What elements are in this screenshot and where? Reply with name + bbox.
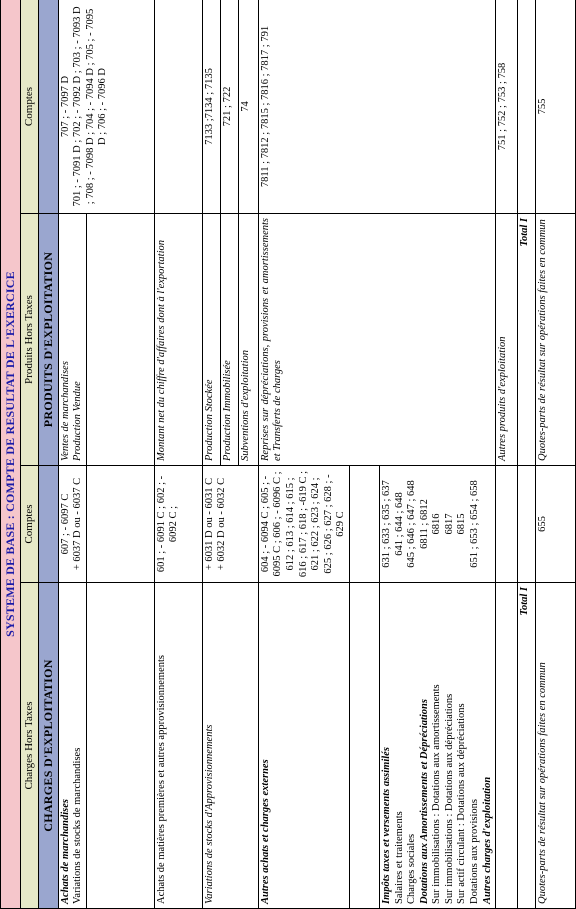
salaires-comptes: 641 ; 644 ; 648 bbox=[393, 492, 405, 556]
variation-appro: Variations de stocks d'Approvisionnements bbox=[202, 583, 258, 909]
variation-marchandises: Variations de stocks de marchandises bbox=[72, 747, 84, 904]
section-charges-exploitation: CHARGES D'EXPLOITATION bbox=[39, 583, 58, 909]
provisions-comptes: 6815 bbox=[456, 513, 468, 535]
blank-cell bbox=[518, 466, 536, 583]
production-immobilisee-comptes: 721 ; 722 bbox=[220, 0, 238, 214]
autres-produits-comptes: 751 ; 752 ; 753 ; 758 bbox=[496, 0, 518, 214]
quotes-parts-charges-comptes: 655 bbox=[536, 466, 576, 583]
header-comptes-right: Comptes bbox=[21, 0, 39, 214]
ventes-marchandises: Ventes de marchandises bbox=[59, 361, 71, 461]
blank-cell bbox=[86, 214, 154, 466]
production-immobilisee: Production Immobilisée bbox=[220, 214, 238, 466]
blank-cell bbox=[154, 0, 202, 214]
autres-achats: Autres achats et charges externes bbox=[258, 583, 349, 909]
blank-cell bbox=[349, 466, 379, 583]
achats-marchandises: Achats de marchandises bbox=[59, 798, 71, 904]
blank-cell bbox=[496, 466, 518, 583]
blank-cell bbox=[86, 466, 154, 583]
section-produits-exploitation: PRODUITS D'EXPLOITATION bbox=[39, 214, 58, 466]
impots: Impôts taxes et versements assimilés bbox=[380, 747, 392, 904]
montant-net-ca: Montant net du chiffre d'affaires dont à l'exportation bbox=[154, 214, 202, 466]
sur-actif: Sur actif circulant : Dotations aux dépréciations bbox=[456, 703, 468, 904]
sur-immo-amort: Sur immobilisations : Dotations aux amortissements bbox=[431, 684, 443, 904]
section-blank-right bbox=[39, 0, 58, 214]
variation-appro-comptes-1: + 6031 D ou - 6031 C bbox=[203, 477, 215, 571]
provisions: Dotations aux provisions bbox=[469, 799, 481, 904]
charges-personnel-comptes bbox=[379, 466, 495, 583]
produit-row-label bbox=[58, 214, 86, 466]
production-stockee: Production Stockée bbox=[202, 214, 220, 466]
subventions-comptes: 74 bbox=[238, 0, 258, 214]
header-produits: Produits Hors Taxes bbox=[21, 214, 39, 466]
section-blank-left bbox=[39, 466, 58, 583]
production-vendue: Production Vendue bbox=[72, 381, 84, 461]
reprises-comptes: 7811 ; 7812 ; 7815 ; 7816 ; 7817 ; 791 bbox=[258, 0, 496, 214]
variation-appro-comptes bbox=[202, 466, 258, 583]
quotes-parts-produits-comptes: 755 bbox=[536, 0, 576, 214]
sur-immo-dep-comptes: 6816 bbox=[431, 513, 443, 535]
charges-sociales: Charges sociales bbox=[406, 833, 418, 904]
autres-charges-comptes: 651 ; 653 ; 654 ; 658 bbox=[469, 480, 481, 568]
autres-achats-comptes: 604 ; - 6094 C ; 605 ; - 6095 C ; 606 ; - 6096 C ; 612 ; 613 ; 614 ; 615 ; 616 ; 617 ; 618 ; -619 C ; 621 ; 622 ; 623 ; 624 ; 625 ; 626 ; 627 ; 628 ; - 629 C bbox=[258, 466, 349, 583]
quotes-parts-charges: Quotes-parts de résultat sur opérations faites en commun bbox=[536, 583, 576, 909]
dotations: Dotations aux Amortissements et Dépréciations bbox=[418, 699, 430, 904]
charge-row-comptes bbox=[58, 466, 86, 583]
achats-marchandises-comptes: 607 ; - 6097 C bbox=[59, 493, 71, 555]
production-stockee-comptes: 7133 ;7134 ; 7135 bbox=[202, 0, 220, 214]
produit-row-comptes bbox=[58, 0, 154, 214]
ventes-comptes: 707 ; - 7097 D bbox=[59, 75, 71, 138]
blank-cell bbox=[349, 583, 379, 909]
salaires: Salaires et traitements bbox=[393, 811, 405, 904]
document-title: SYSTEME DE BASE : COMPTE DE RESULTAT DE L'EXERCICE bbox=[1, 0, 21, 909]
blank-cell bbox=[518, 0, 536, 214]
header-charges: Charges Hors Taxes bbox=[21, 583, 39, 909]
charge-row-label bbox=[58, 583, 86, 909]
blank-cell bbox=[496, 583, 518, 909]
sur-actif-comptes: 6817 bbox=[443, 513, 455, 535]
subventions: Subventions d'exploitation bbox=[238, 214, 258, 466]
autres-charges: Autres charges d'exploitation bbox=[481, 776, 493, 904]
autres-produits: Autres produits d'exploitation bbox=[496, 214, 518, 466]
sur-immo-dep: Sur immobilisations : Dotations aux dépréciations bbox=[443, 693, 455, 904]
total-produits: Total I bbox=[518, 214, 536, 466]
dotations-comptes: 6811 ; 6812 bbox=[418, 499, 430, 549]
total-charges: Total I bbox=[518, 583, 536, 909]
charges-personnel-group bbox=[379, 583, 495, 909]
production-vendue-comptes: 701 ; - 7091 D ; 702 ; - 7092 D ; 703 ; - 7093 D ; 708 ; - 7098 D ; 704 ; - 7094 D ; 705 ; - 7095 D ; 706 ; - 7096 D bbox=[72, 6, 109, 207]
quotes-parts-produits: Quotes-parts de résultat sur opérations faites en commun bbox=[536, 214, 576, 466]
variation-marchandises-comptes: + 6037 D ou - 6037 C bbox=[72, 477, 84, 571]
reprises: Reprises sur dépréciations, provisions et amortissements et Transferts de charges bbox=[258, 214, 496, 466]
blank-cell bbox=[86, 583, 154, 909]
achats-mp: Achats de matières premières et autres approvisionnements bbox=[154, 583, 202, 909]
header-comptes-left: Comptes bbox=[21, 466, 39, 583]
achats-mp-comptes: 601 ; - 6091 C ; 602 ; - 6092 C ; bbox=[154, 466, 202, 583]
impots-comptes: 631 ; 633 ; 635 ; 637 bbox=[380, 480, 392, 568]
variation-appro-comptes-2: + 6032 D ou - 6032 C bbox=[216, 477, 228, 571]
charges-sociales-comptes: 645 ; 646 ; 647 ; 648 bbox=[406, 480, 418, 568]
